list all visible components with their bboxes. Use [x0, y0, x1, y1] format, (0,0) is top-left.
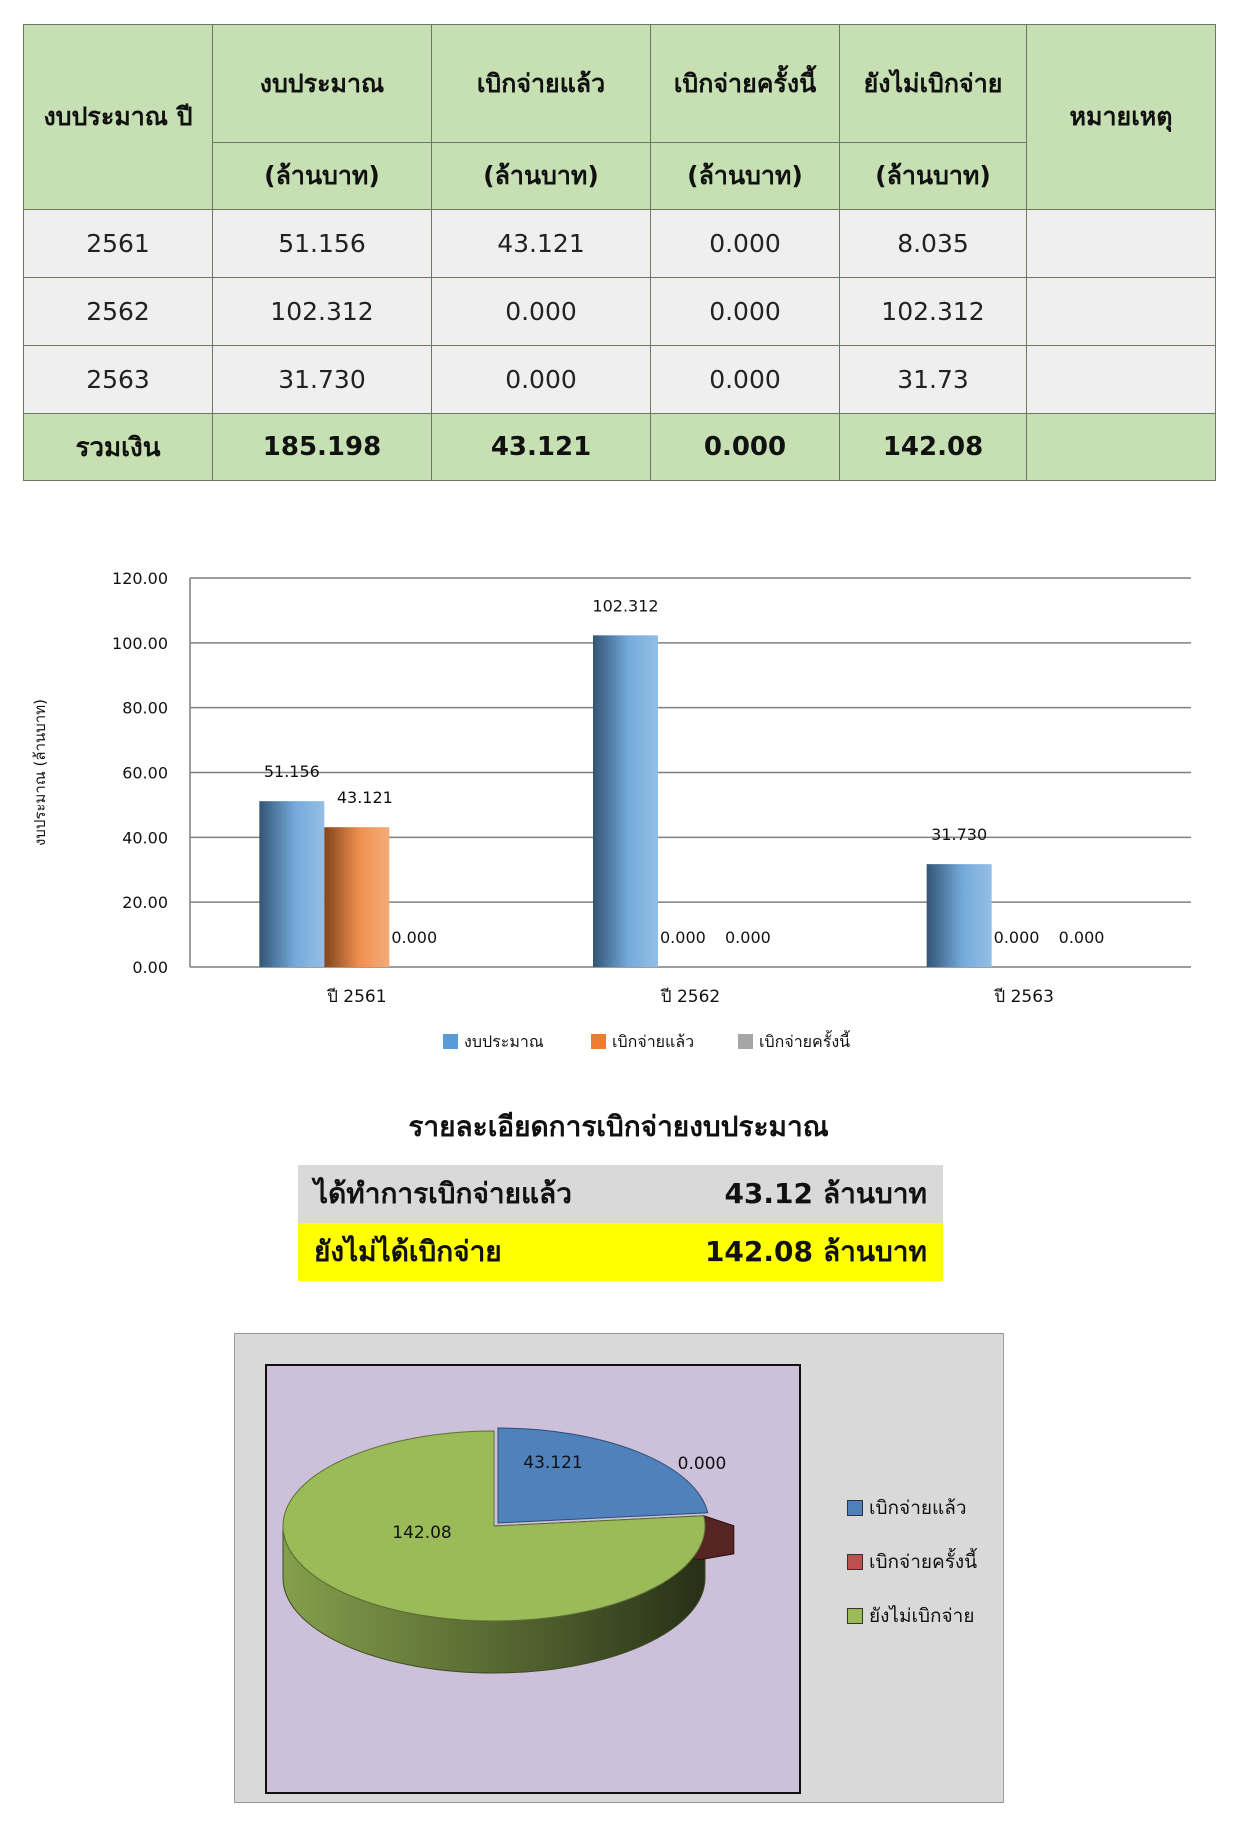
summary-paid-amount — [714, 1172, 927, 1216]
pie-data-label: 142.08 — [392, 1523, 452, 1543]
total-budget: 185.198 — [213, 414, 432, 481]
data-label: 51.156 — [263, 762, 320, 782]
header-year: งบประมาณ ปี — [24, 25, 213, 210]
legend-label: เบิกจ่ายแล้ว — [869, 1497, 967, 1519]
summary-paid-label: ได้ทำการเบิกจ่ายแล้ว — [314, 1177, 572, 1210]
cell-remark — [1027, 210, 1216, 278]
summary-title: รายละเอียดการเบิกจ่ายงบประมาณ — [408, 1110, 829, 1143]
summary-unpaid-row — [298, 1223, 943, 1281]
y-tick-label: 40.00 — [122, 828, 168, 848]
legend-swatch — [847, 1608, 863, 1624]
summary-box — [298, 1165, 943, 1281]
unit-current: (ล้านบาท) — [651, 143, 840, 210]
total-paid: 43.121 — [432, 414, 651, 481]
cell-budget: 102.312 — [213, 278, 432, 346]
x-tick-label: ปี 2561 — [327, 987, 387, 1007]
unit-budget: (ล้านบาท) — [213, 143, 432, 210]
cell-remark — [1027, 278, 1216, 346]
header-paid: เบิกจ่ายแล้ว — [432, 25, 651, 143]
total-unpaid: 142.08 — [840, 414, 1027, 481]
bar — [593, 635, 658, 967]
data-label: 43.121 — [336, 788, 393, 808]
y-tick-label: 20.00 — [122, 893, 168, 913]
table-row — [24, 346, 1216, 414]
y-tick-label: 60.00 — [122, 763, 168, 783]
y-axis-title: งบประมาณ (ล้านบาท) — [31, 699, 49, 846]
table-row — [24, 278, 1216, 346]
cell-budget: 51.156 — [213, 210, 432, 278]
pie-data-label: 43.121 — [523, 1453, 583, 1473]
cell-unpaid: 31.73 — [840, 346, 1027, 414]
legend-label: งบประมาณ — [464, 1032, 544, 1051]
budget-bar-chart — [23, 560, 1215, 1080]
legend-label: เบิกจ่ายครั้งนี้ — [869, 1551, 978, 1573]
legend-label: ยังไม่เบิกจ่าย — [869, 1605, 975, 1627]
data-label: 0.000 — [391, 928, 438, 947]
data-label: 0.000 — [993, 928, 1040, 947]
summary-paid-unit: ล้านบาท — [823, 1177, 927, 1210]
header-budget: งบประมาณ — [213, 25, 432, 143]
pie-slice — [498, 1428, 708, 1523]
cell-current: 0.000 — [651, 278, 840, 346]
data-label: 102.312 — [592, 596, 659, 616]
legend-item — [847, 1494, 977, 1522]
summary-unpaid-value: 142.08 — [704, 1235, 814, 1268]
table-total-row — [24, 414, 1216, 481]
bar — [259, 801, 324, 967]
y-tick-label: 80.00 — [122, 698, 168, 718]
cell-unpaid: 102.312 — [840, 278, 1027, 346]
disbursement-pie-chart — [267, 1366, 799, 1792]
cell-paid: 0.000 — [432, 278, 651, 346]
legend-label: เบิกจ่ายแล้ว — [612, 1032, 695, 1051]
x-tick-label: ปี 2563 — [994, 987, 1054, 1007]
legend-item — [847, 1602, 977, 1630]
y-tick-label: 0.00 — [132, 958, 168, 977]
x-tick-label: ปี 2562 — [660, 987, 721, 1007]
legend-swatch — [591, 1034, 606, 1049]
data-label: 0.000 — [725, 928, 771, 947]
budget-table — [23, 24, 1216, 481]
table-header-row — [24, 25, 1216, 143]
table-row — [24, 210, 1216, 278]
legend-item — [847, 1548, 977, 1576]
pie-chart-panel — [234, 1333, 1004, 1803]
cell-paid: 0.000 — [432, 346, 651, 414]
legend-swatch — [847, 1500, 863, 1516]
summary-paid-value: 43.12 — [724, 1177, 814, 1210]
cell-unpaid: 8.035 — [840, 210, 1027, 278]
total-current: 0.000 — [651, 414, 840, 481]
cell-remark — [1027, 346, 1216, 414]
data-label: 31.730 — [931, 825, 988, 845]
cell-budget: 31.730 — [213, 346, 432, 414]
data-label: 0.000 — [660, 928, 706, 947]
y-tick-label: 120.00 — [112, 569, 168, 588]
total-label: รวมเงิน — [24, 414, 213, 481]
header-remark: หมายเหตุ — [1027, 25, 1216, 210]
legend-swatch — [847, 1554, 863, 1570]
total-remark — [1027, 414, 1216, 481]
header-unpaid: ยังไม่เบิกจ่าย — [840, 25, 1027, 143]
summary-unpaid-amount — [695, 1230, 927, 1274]
pie-legend — [847, 1494, 977, 1656]
pie-data-label: 0.000 — [677, 1454, 727, 1474]
cell-current: 0.000 — [651, 346, 840, 414]
legend-label: เบิกจ่ายครั้งนี้ — [759, 1032, 851, 1051]
legend-swatch — [443, 1034, 458, 1049]
cell-year: 2563 — [24, 346, 213, 414]
data-label: 0.000 — [1058, 928, 1105, 947]
legend-swatch — [738, 1034, 753, 1049]
header-current: เบิกจ่ายครั้งนี้ — [651, 25, 840, 143]
summary-unpaid-unit: ล้านบาท — [823, 1235, 927, 1268]
cell-year: 2562 — [24, 278, 213, 346]
unit-paid: (ล้านบาท) — [432, 143, 651, 210]
bar — [324, 827, 389, 967]
summary-paid-row — [298, 1165, 943, 1223]
summary-unpaid-label: ยังไม่ได้เบิกจ่าย — [314, 1235, 502, 1268]
y-tick-label: 100.00 — [112, 633, 168, 653]
unit-unpaid: (ล้านบาท) — [840, 143, 1027, 210]
cell-paid: 43.121 — [432, 210, 651, 278]
bar — [927, 864, 992, 967]
cell-year: 2561 — [24, 210, 213, 278]
cell-current: 0.000 — [651, 210, 840, 278]
pie-plot-area — [265, 1364, 801, 1794]
